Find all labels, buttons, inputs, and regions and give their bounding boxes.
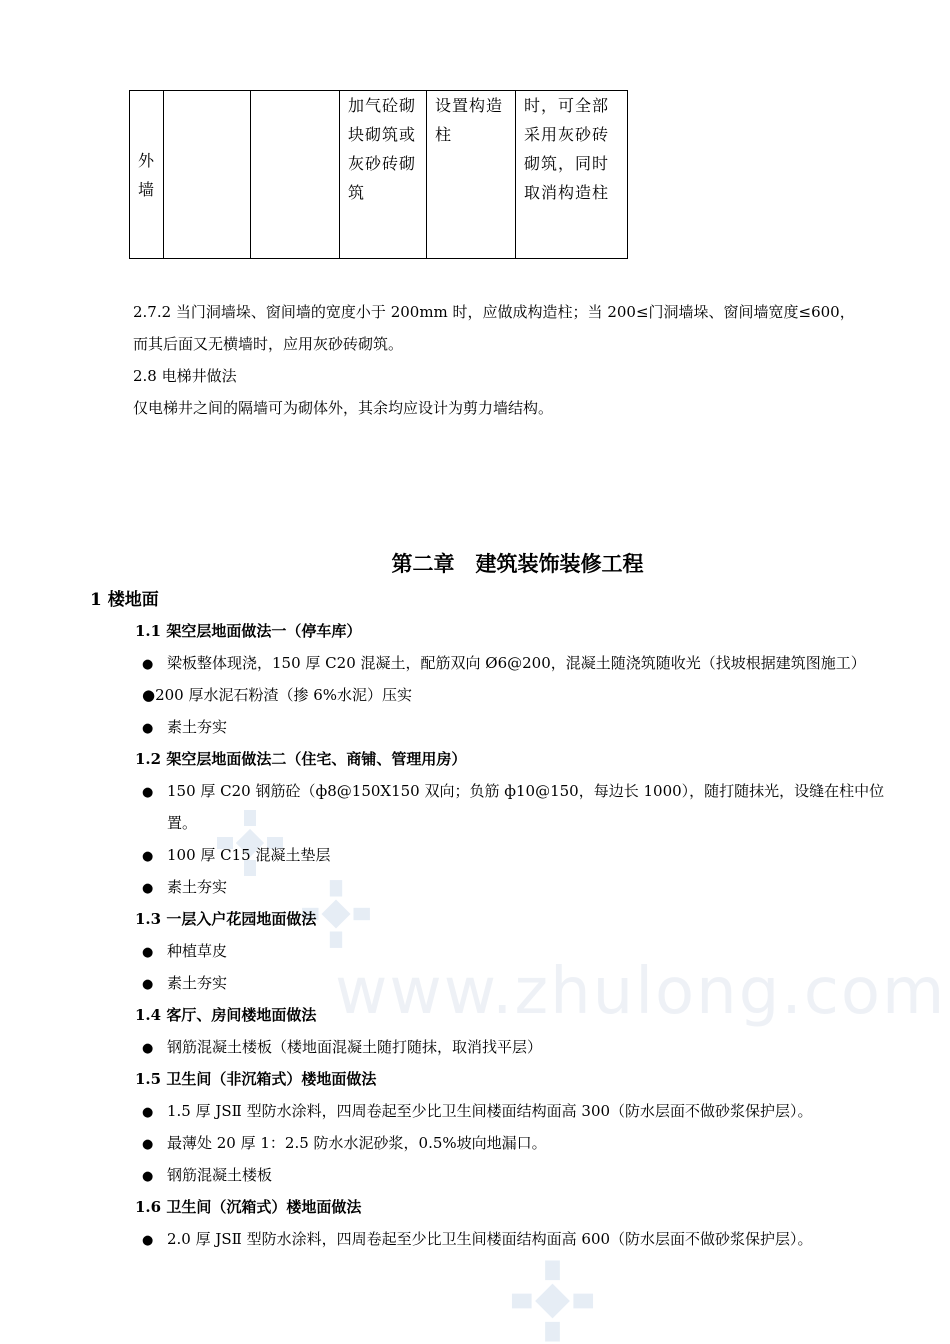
bullet-icon: ● — [142, 1041, 154, 1056]
paragraph-28: 仅电梯井之间的隔墙可为砌体外，其余均应设计为剪力墙结构。 — [133, 399, 554, 417]
subsection-title: 1.4 客厅、房间楼地面做法 — [135, 1006, 317, 1024]
bullet-icon: ● — [142, 1137, 154, 1152]
list-item-continuation: 置。 — [167, 814, 198, 832]
table-cell-empty — [164, 91, 251, 259]
list-item: ● 素土夯实 — [142, 718, 228, 736]
wall-spec-table — [129, 90, 628, 259]
bullet-icon: ● — [142, 785, 154, 800]
chapter-title: 第二章 建筑装饰装修工程 — [391, 551, 644, 576]
list-item: ● 最薄处 20 厚 1：2.5 防水水泥砂浆，0.5%坡向地漏口。 — [142, 1134, 547, 1152]
list-item: ● 梁板整体现浇，150 厚 C20 混凝土，配筋双向 Ø6@200，混凝土随浇筑随收光（找坡根据建筑图施工） — [142, 654, 866, 672]
bullet-icon: ● — [142, 977, 154, 992]
table-cell-column: 设置构造 柱 — [427, 91, 516, 259]
watermark-text: www.zhulong.com — [335, 955, 947, 1029]
section-title: 1 楼地面 — [90, 590, 159, 610]
list-item: ● 100 厚 C15 混凝土垫层 — [142, 846, 331, 864]
list-item: ●200 厚水泥石粉渣（掺 6%水泥）压实 — [142, 686, 413, 704]
bullet-icon: ● — [142, 1105, 154, 1120]
bullet-icon: ● — [142, 657, 154, 672]
bullet-icon: ● — [142, 945, 154, 960]
table-cell-note: 时，可全部 采用灰砂砖 砌筑，同时 取消构造柱 — [516, 91, 628, 259]
bullet-icon: ● — [142, 881, 154, 896]
list-item: ● 1.5 厚 JSⅡ 型防水涂料，四周卷起至少比卫生间楼面结构面高 300（防水层面不做砂浆保护层）。 — [142, 1102, 813, 1120]
subsection-title: 1.5 卫生间（非沉箱式）楼地面做法 — [135, 1070, 377, 1088]
table-row-label: 外 墙 — [130, 91, 164, 259]
table-cell-empty — [251, 91, 340, 259]
subsection-title: 1.1 架空层地面做法一（停车库） — [135, 622, 362, 640]
list-item: ● 素土夯实 — [142, 878, 228, 896]
subsection-title: 1.3 一层入户花园地面做法 — [135, 910, 317, 928]
list-item: ● 种植草皮 — [142, 942, 228, 960]
paragraph-272-line2: 而其后面又无横墙时，应用灰砂砖砌筑。 — [133, 335, 404, 353]
paragraph-272-line1: 2.7.2 当门洞墙垛、窗间墙的宽度小于 200mm 时，应做成构造柱；当 200≤门洞墙垛、窗间墙宽度≤600， — [133, 303, 855, 321]
bullet-icon: ● — [142, 1169, 154, 1184]
list-item: ● 150 厚 C20 钢筋砼（ф8@150X150 双向；负筋 ф10@150，每边长 1000），随打随抹光，设缝在柱中位 — [142, 782, 885, 800]
heading-28: 2.8 电梯井做法 — [133, 367, 237, 385]
subsection-title: 1.2 架空层地面做法二（住宅、商铺、管理用房） — [135, 750, 467, 768]
bullet-icon: ● — [142, 849, 154, 864]
snowflake-logo-icon — [215, 808, 285, 878]
table-cell-material: 加气砼砌 块砌筑或 灰砂砖砌 筑 — [340, 91, 427, 259]
subsection-title: 1.6 卫生间（沉箱式）楼地面做法 — [135, 1198, 362, 1216]
list-item: ● 钢筋混凝土楼板（楼地面混凝土随打随抹，取消找平层） — [142, 1038, 543, 1056]
list-item: ● 素土夯实 — [142, 974, 228, 992]
bullet-icon: ● — [142, 721, 154, 736]
bullet-icon: ● — [142, 1233, 154, 1248]
list-item: ● 2.0 厚 JSⅡ 型防水涂料，四周卷起至少比卫生间楼面结构面高 600（防水层面不做砂浆保护层）。 — [142, 1230, 813, 1248]
list-item: ● 钢筋混凝土楼板 — [142, 1166, 273, 1184]
snowflake-logo-icon — [500, 1258, 605, 1344]
